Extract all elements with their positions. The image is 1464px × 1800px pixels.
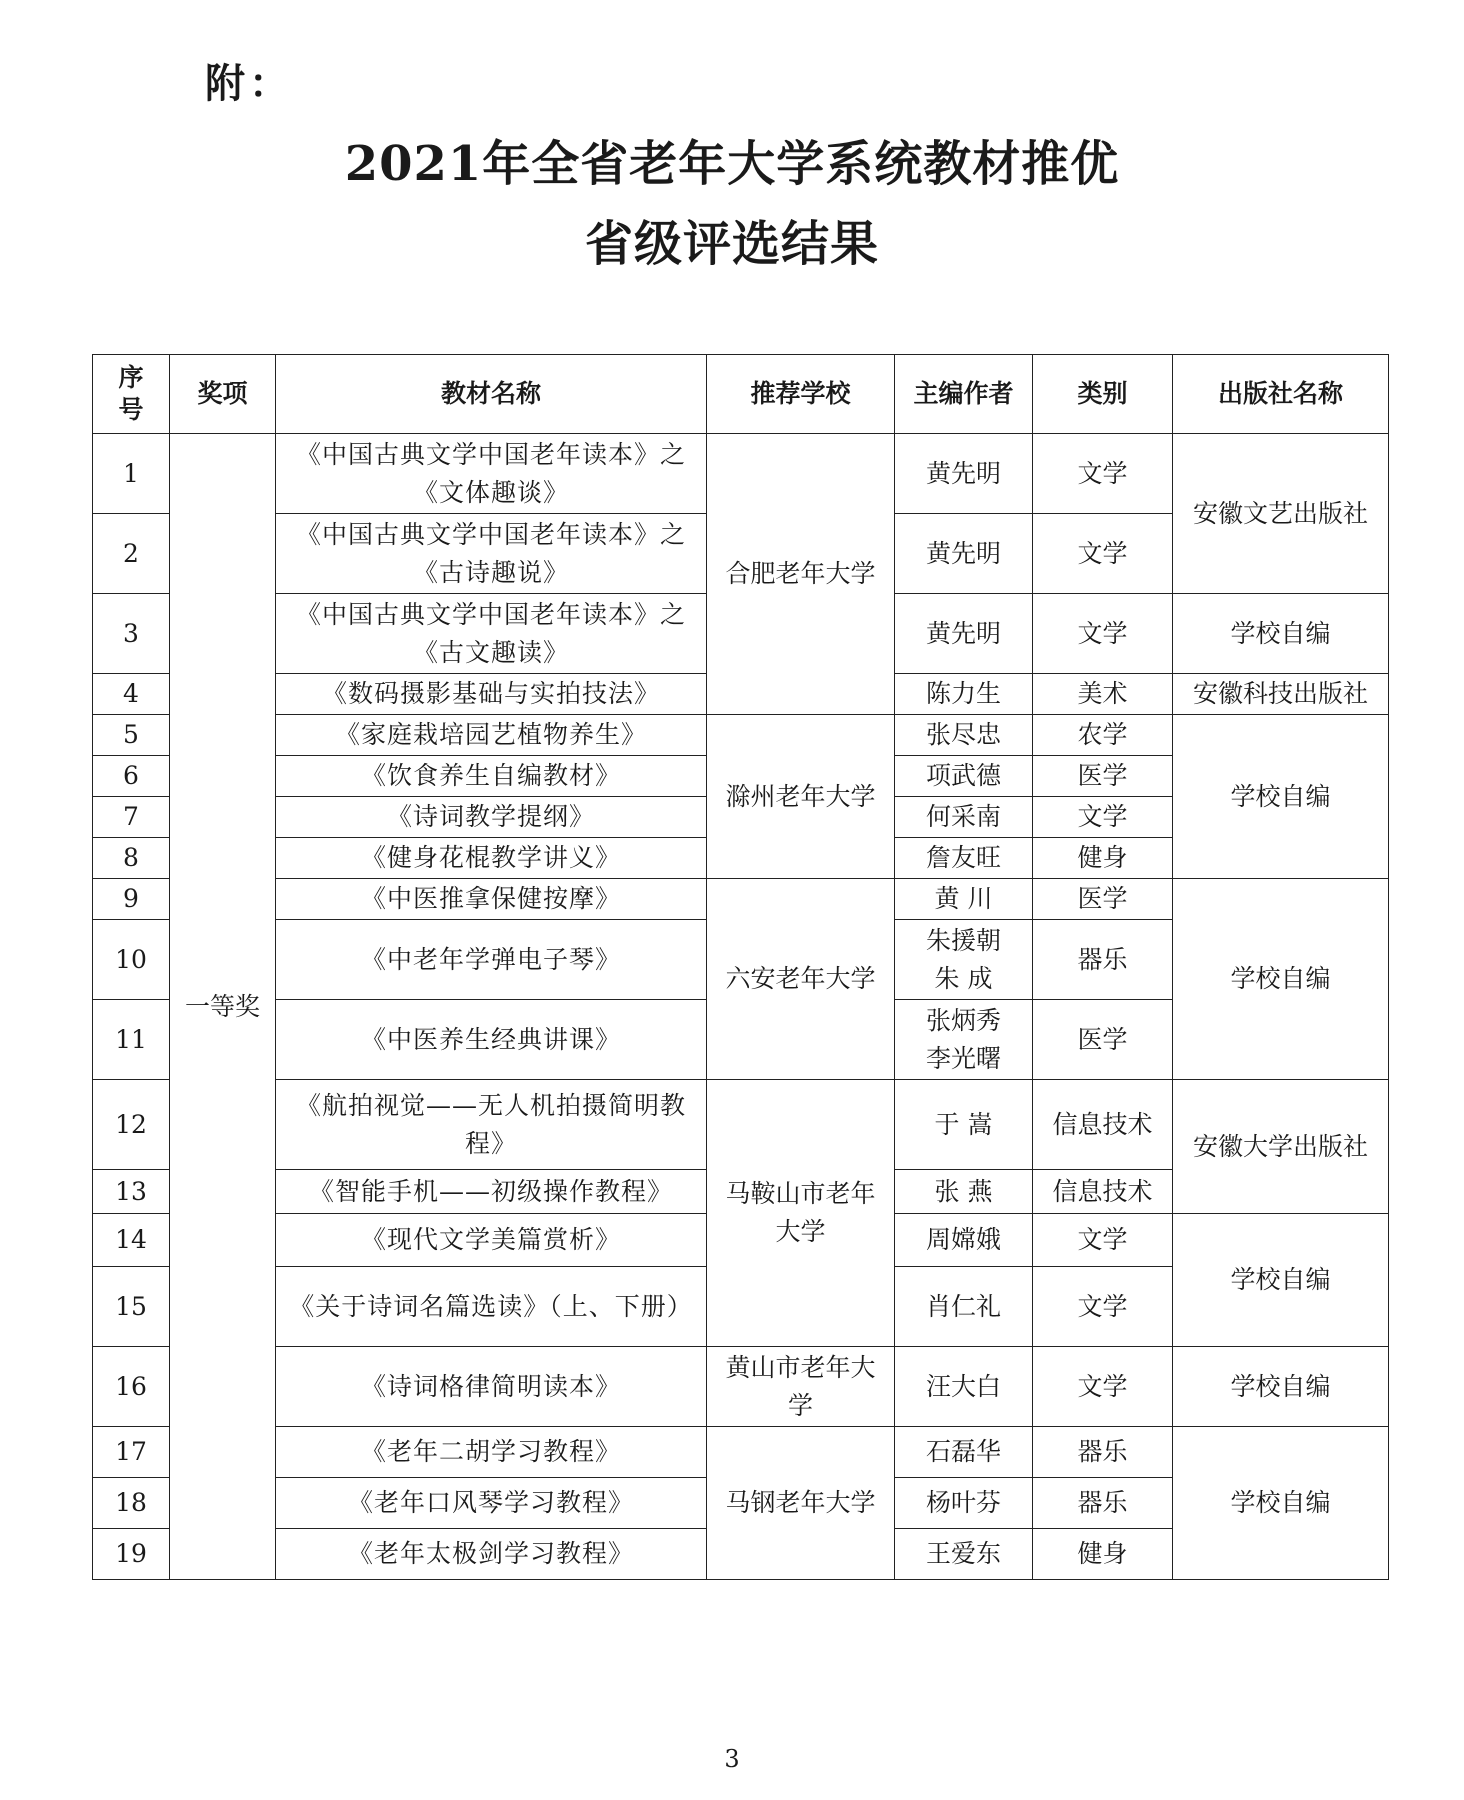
publisher-cell: 学校自编 [1173,1214,1389,1347]
category-cell: 器乐 [1033,920,1173,1000]
publisher-cell: 学校自编 [1173,1347,1389,1427]
school-cell: 滁州老年大学 [707,715,895,879]
category-cell: 健身 [1033,838,1173,879]
author-cell: 黄先明 [895,434,1033,514]
school-cell: 六安老年大学 [707,879,895,1080]
author-cell: 何采南 [895,797,1033,838]
publisher-cell: 安徽科技出版社 [1173,674,1389,715]
row-no: 4 [93,674,170,715]
author-cell: 项武德 [895,756,1033,797]
row-no: 7 [93,797,170,838]
school-cell: 马钢老年大学 [707,1427,895,1580]
book-title: 《诗词格律简明读本》 [276,1347,707,1427]
category-cell: 文学 [1033,514,1173,594]
annex-label: 附： [205,61,293,107]
school-cell: 黄山市老年大学 [707,1347,895,1427]
header-no: 序号 [93,355,170,434]
page-subtitle: 省级评选结果 [584,216,879,272]
author-cell: 王爱东 [895,1529,1033,1580]
category-cell: 文学 [1033,1267,1173,1347]
book-title: 《数码摄影基础与实拍技法》 [276,674,707,715]
row-no: 5 [93,715,170,756]
category-cell: 医学 [1033,879,1173,920]
author-cell: 陈力生 [895,674,1033,715]
category-cell: 文学 [1033,434,1173,514]
category-cell: 信息技术 [1033,1170,1173,1214]
publisher-cell: 安徽文艺出版社 [1173,434,1389,594]
row-no: 13 [93,1170,170,1214]
table-row [93,879,1389,920]
author-cell: 张尽忠 [895,715,1033,756]
award-cell: 一等奖 [170,434,276,1580]
header-award: 奖项 [170,355,276,434]
author-cell: 詹友旺 [895,838,1033,879]
row-no: 8 [93,838,170,879]
category-cell: 信息技术 [1033,1080,1173,1170]
author-cell: 于 嵩 [895,1080,1033,1170]
row-no: 15 [93,1267,170,1347]
row-no: 11 [93,1000,170,1080]
school-cell: 马鞍山市老年大学 [707,1080,895,1347]
school-cell: 合肥老年大学 [707,434,895,715]
book-title: 《健身花棍教学讲义》 [276,838,707,879]
book-title: 《中医推拿保健按摩》 [276,879,707,920]
author-cell: 周嫦娥 [895,1214,1033,1267]
category-cell: 文学 [1033,1214,1173,1267]
category-cell: 农学 [1033,715,1173,756]
row-no: 6 [93,756,170,797]
row-no: 3 [93,594,170,674]
table-row [93,1427,1389,1478]
book-title: 《老年太极剑学习教程》 [276,1529,707,1580]
row-no: 1 [93,434,170,514]
table-row [93,1347,1389,1427]
book-title: 《智能手机——初级操作教程》 [276,1170,707,1214]
row-no: 18 [93,1478,170,1529]
author-cell: 黄 川 [895,879,1033,920]
category-cell: 文学 [1033,1347,1173,1427]
row-no: 16 [93,1347,170,1427]
table-row [93,434,1389,514]
header-publisher: 出版社名称 [1173,355,1389,434]
book-title: 《中国古典文学中国老年读本》之《文体趣谈》 [276,434,707,514]
author-cell: 张炳秀 李光曙 [895,1000,1033,1080]
book-title: 《航拍视觉——无人机拍摄简明教程》 [276,1080,707,1170]
book-title: 《现代文学美篇赏析》 [276,1214,707,1267]
table-row [93,1080,1389,1170]
category-cell: 医学 [1033,1000,1173,1080]
publisher-cell: 学校自编 [1173,1427,1389,1580]
row-no: 17 [93,1427,170,1478]
author-cell: 朱援朝 朱 成 [895,920,1033,1000]
header-school: 推荐学校 [707,355,895,434]
row-no: 14 [93,1214,170,1267]
row-no: 19 [93,1529,170,1580]
page-number: 3 [724,1745,740,1773]
book-title: 《老年二胡学习教程》 [276,1427,707,1478]
author-cell: 杨叶芬 [895,1478,1033,1529]
page-title: 2021年全省老年大学系统教材推优 [344,136,1120,192]
row-no: 9 [93,879,170,920]
category-cell: 器乐 [1033,1478,1173,1529]
header-category: 类别 [1033,355,1173,434]
table-row [93,715,1389,756]
author-cell: 张 燕 [895,1170,1033,1214]
category-cell: 健身 [1033,1529,1173,1580]
author-cell: 汪大白 [895,1347,1033,1427]
category-cell: 美术 [1033,674,1173,715]
author-cell: 石磊华 [895,1427,1033,1478]
author-cell: 黄先明 [895,514,1033,594]
category-cell: 医学 [1033,756,1173,797]
category-cell: 器乐 [1033,1427,1173,1478]
publisher-cell: 学校自编 [1173,879,1389,1080]
publisher-cell: 安徽大学出版社 [1173,1080,1389,1214]
table-header-row [93,355,1389,434]
book-title: 《中国古典文学中国老年读本》之《古诗趣说》 [276,514,707,594]
author-cell: 肖仁礼 [895,1267,1033,1347]
book-title: 《诗词教学提纲》 [276,797,707,838]
book-title: 《中国古典文学中国老年读本》之《古文趣读》 [276,594,707,674]
row-no: 2 [93,514,170,594]
book-title: 《家庭栽培园艺植物养生》 [276,715,707,756]
book-title: 《关于诗词名篇选读》（上、下册） [276,1267,707,1347]
book-title: 《中老年学弹电子琴》 [276,920,707,1000]
book-title: 《老年口风琴学习教程》 [276,1478,707,1529]
book-title: 《饮食养生自编教材》 [276,756,707,797]
results-table [92,354,1389,1580]
row-no: 12 [93,1080,170,1170]
publisher-cell: 学校自编 [1173,594,1389,674]
header-author: 主编作者 [895,355,1033,434]
category-cell: 文学 [1033,594,1173,674]
publisher-cell: 学校自编 [1173,715,1389,879]
author-cell: 黄先明 [895,594,1033,674]
row-no: 10 [93,920,170,1000]
header-book: 教材名称 [276,355,707,434]
book-title: 《中医养生经典讲课》 [276,1000,707,1080]
category-cell: 文学 [1033,797,1173,838]
